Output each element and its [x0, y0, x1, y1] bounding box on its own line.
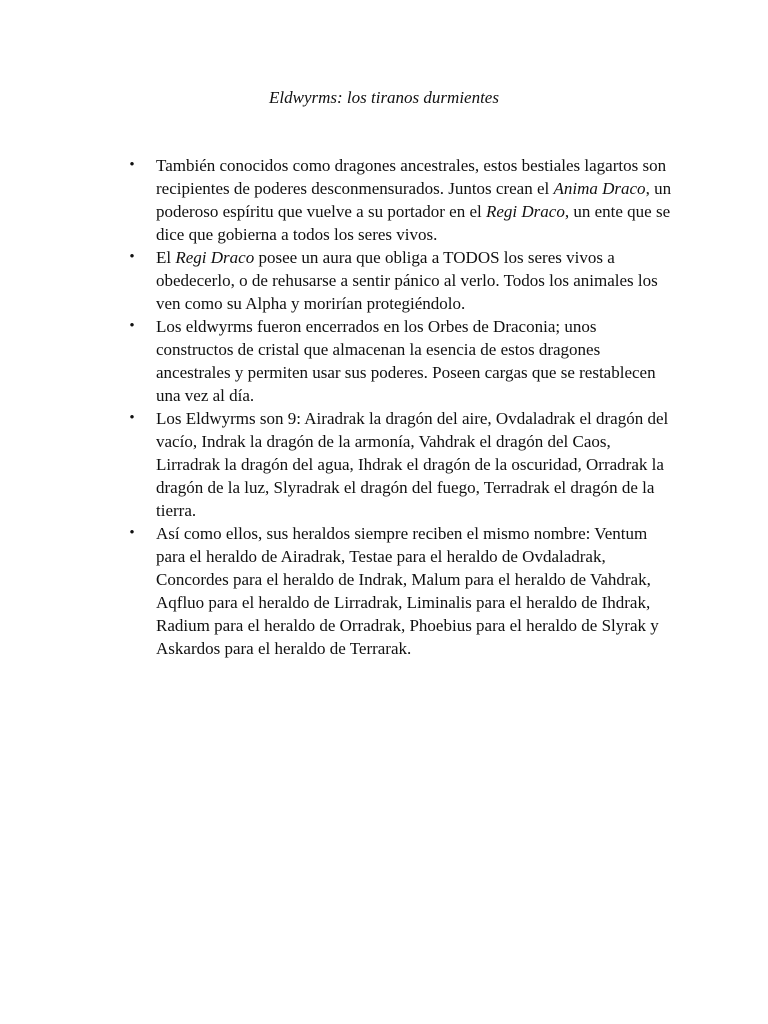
italic-term: Anima Draco	[553, 179, 646, 198]
list-item	[129, 522, 676, 660]
text-segment: , un poderoso espíritu que vuelve a su portador en el	[156, 179, 672, 221]
text-segment: posee un aura que obliga a TODOS los seres vivos a obedecerlo, o de rehusarse a sentir pánico al verlo. Todos los animales los ven como su Alpha y morirían protegiéndolo.	[156, 248, 658, 313]
list-item-text	[156, 248, 658, 313]
bullet-icon: •	[129, 318, 135, 334]
bullet-list	[129, 154, 676, 660]
list-item-text: Los Eldwyrms son 9: Airadrak la dragón del aire, Ovdaladrak el dragón del vacío, Indrak la dragón de la armonía, Vahdrak el dragón del Caos, Lirradrak la dragón del agua, Ihdrak el dragón de la oscuridad, Orradrak la dragón de la luz, Slyradrak el dragón del fuego, Terradrak el dragón de la tierra.	[156, 409, 669, 520]
text-segment: El	[156, 248, 176, 267]
bullet-icon: •	[129, 410, 135, 426]
list-item-text	[156, 156, 671, 244]
italic-term: Regi Draco	[175, 248, 255, 267]
bullet-icon: •	[129, 157, 135, 173]
list-item-text: Así como ellos, sus heraldos siempre reciben el mismo nombre: Ventum para el heraldo de Airadrak, Testae para el heraldo de Ovdaladrak, Concordes para el heraldo de Indrak, Malum para el heraldo de Vahdrak, Aqfluo para el heraldo de Lirradrak, Liminalis para el heraldo de Ihdrak, Radium para el heraldo de Orradrak, Phoebius para el heraldo de Slyrak y Askardos para el heraldo de Terrarak.	[156, 524, 659, 658]
bullet-icon: •	[129, 525, 135, 541]
text-segment: , un ente que se dice que gobierna a todos los seres vivos.	[156, 202, 671, 244]
list-item	[129, 154, 676, 246]
list-item-text: Los eldwyrms fueron encerrados en los Orbes de Draconia; unos constructos de cristal que almacenan la esencia de estos dragones ancestrales y permiten usar sus poderes. Poseen cargas que se restablecen una vez al día.	[156, 317, 656, 405]
bullet-icon: •	[129, 249, 135, 265]
list-item	[129, 246, 676, 315]
list-item	[129, 315, 676, 407]
italic-term: Regi Draco	[486, 202, 565, 221]
text-segment: También conocidos como dragones ancestrales, estos bestiales lagartos son recipientes de poderes desconmensurados. Juntos crean el	[156, 156, 667, 198]
page-title: Eldwyrms: los tiranos durmientes	[269, 88, 499, 107]
list-item	[129, 407, 676, 522]
